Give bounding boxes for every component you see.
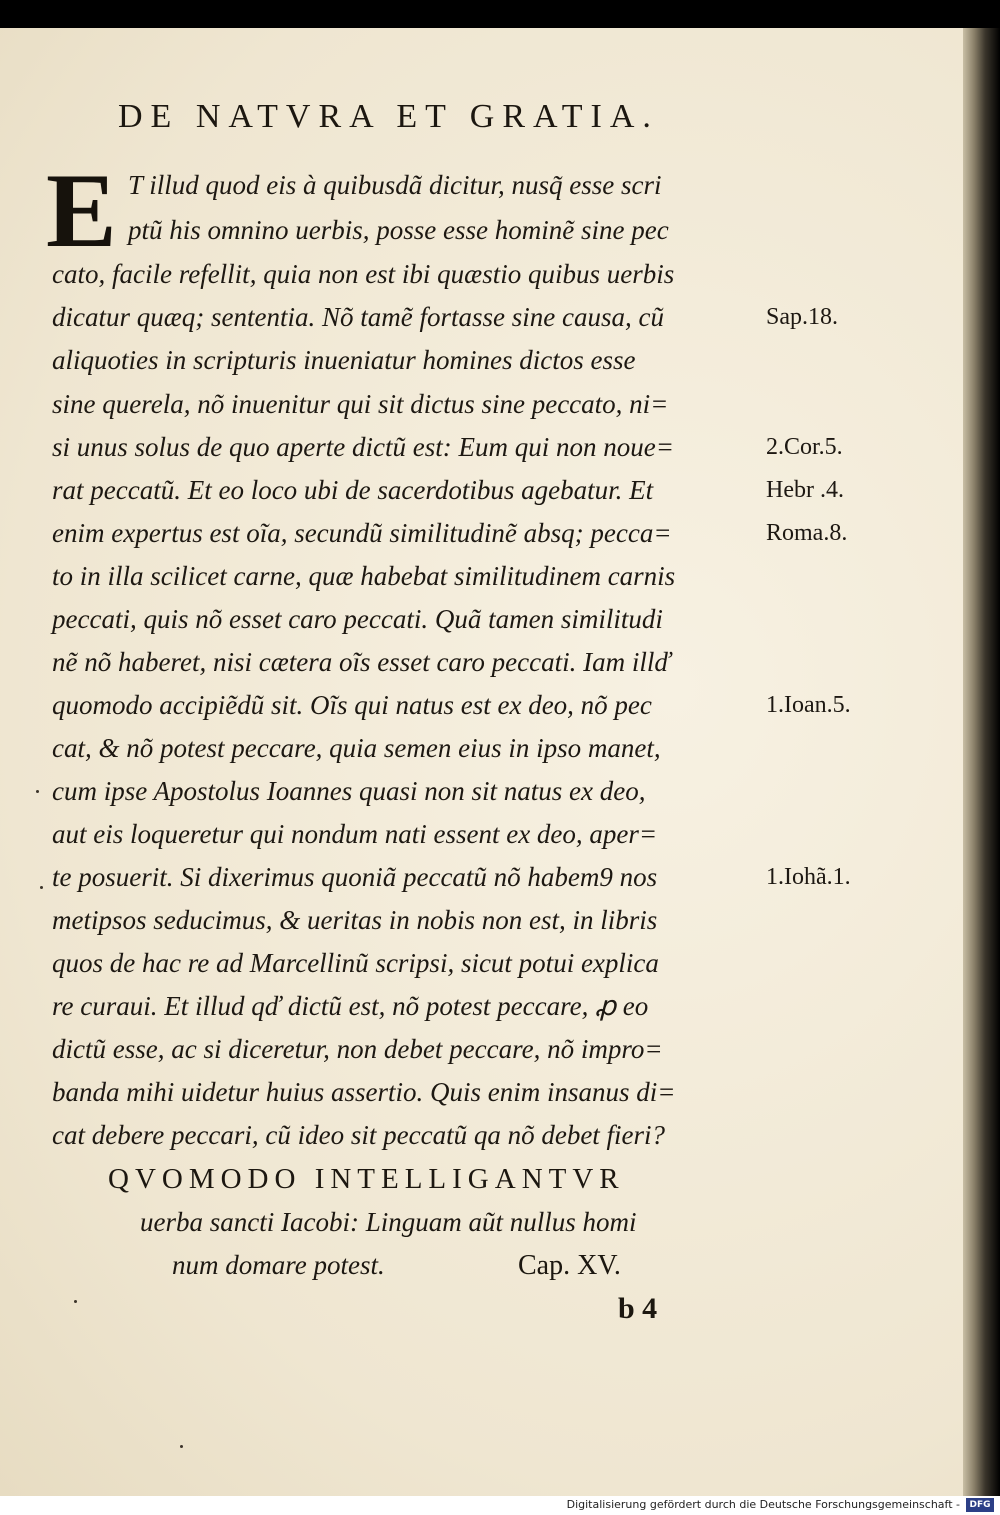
body-line: nẽ nõ haberet, nisi cætera oĩs esset caro peccati. Iam illď — [52, 647, 671, 677]
running-head: DE NATVRA ET GRATIA. — [118, 98, 659, 135]
body-line: ptũ his omnino uerbis, posse esse hominẽ sine pec — [128, 215, 669, 245]
ink-speck — [180, 1445, 183, 1448]
body-line: to in illa scilicet carne, quæ habebat similitudinem carnis — [52, 561, 676, 591]
body-line: rat peccatũ. Et eo loco ubi de sacerdotibus agebatur. Et — [52, 475, 654, 505]
body-line: re curaui. Et illud qď dictũ est, nõ potest peccare, ꝓ eo — [52, 991, 649, 1021]
body-line: dictũ esse, ac si diceretur, non debet peccare, nõ impro= — [52, 1034, 663, 1064]
body-line: cat debere peccari, cũ ideo sit peccatũ qa nõ debet fieri? — [52, 1120, 666, 1150]
page-gutter — [963, 28, 1000, 1496]
chapter-heading-line2: uerba sancti Iacobi: Linguam aũt nullus homi — [140, 1207, 637, 1237]
body-line: aut eis loqueretur qui nondum nati essent ex deo, aper= — [52, 819, 658, 849]
margin-note-hebr: Hebr .4. — [766, 477, 844, 503]
chapter-number: Cap. XV. — [518, 1250, 621, 1281]
margin-note-sap: Sap.18. — [766, 304, 838, 330]
body-line: cum ipse Apostolus Ioannes quasi non sit natus ex deo, — [52, 776, 646, 806]
body-line: dicatur quæq; sententia. Nõ tamẽ fortasse sine causa, cũ — [52, 302, 664, 332]
ink-speck — [36, 790, 39, 793]
body-line: quos de hac re ad Marcellinũ scripsi, sicut potui explica — [52, 948, 659, 978]
body-line: cato, facile refellit, quia non est ibi quæstio quibus uerbis — [52, 259, 675, 289]
margin-note-ioan: 1.Ioan.5. — [766, 692, 851, 718]
ink-speck — [40, 886, 43, 889]
body-line: banda mihi uidetur huius assertio. Quis enim insanus di= — [52, 1077, 676, 1107]
margin-note-roma: Roma.8. — [766, 520, 848, 546]
chapter-heading-caps: QVOMODO INTELLIGANTVR — [108, 1163, 625, 1195]
body-line: enim expertus est oĩa, secundũ similitudinẽ absq; pecca= — [52, 518, 672, 548]
body-line: T illud quod eis à quibusdã dicitur, nusq̃ esse scri — [128, 170, 662, 200]
body-line: peccati, quis nõ esset caro peccati. Quã tamen similitudi — [52, 604, 663, 634]
body-line: sine querela, nõ inuenitur qui sit dictus sine peccato, ni= — [52, 389, 669, 419]
dfg-logo: DFG — [966, 1498, 994, 1512]
footer-bar — [0, 1496, 1000, 1515]
body-line: cat, & nõ potest peccare, quia semen eius in ipso manet, — [52, 733, 661, 763]
margin-note-cor: 2.Cor.5. — [766, 434, 843, 460]
body-line: aliquoties in scripturis inueniatur homines dictos esse — [52, 345, 636, 375]
body-line: si unus solus de quo aperte dictũ est: Eum qui non noue= — [52, 432, 674, 462]
ink-speck — [74, 1300, 77, 1303]
signature-mark: b 4 — [618, 1292, 658, 1325]
body-line: te posuerit. Si dixerimus quoniã peccatũ nõ habem9 nos — [52, 862, 658, 892]
margin-note-iohan: 1.Iohã.1. — [766, 864, 851, 890]
chapter-heading-line3: num domare potest. — [172, 1250, 385, 1280]
footer-credit: Digitalisierung gefördert durch die Deutsche Forschungsgemeinschaft - — [566, 1498, 960, 1511]
body-line: metipsos seducimus, & ueritas in nobis non est, in libris — [52, 905, 658, 935]
drop-cap-initial: E — [46, 152, 117, 269]
body-line: quomodo accipiẽdũ sit. Oĩs qui natus est ex deo, nõ pec — [52, 690, 652, 720]
